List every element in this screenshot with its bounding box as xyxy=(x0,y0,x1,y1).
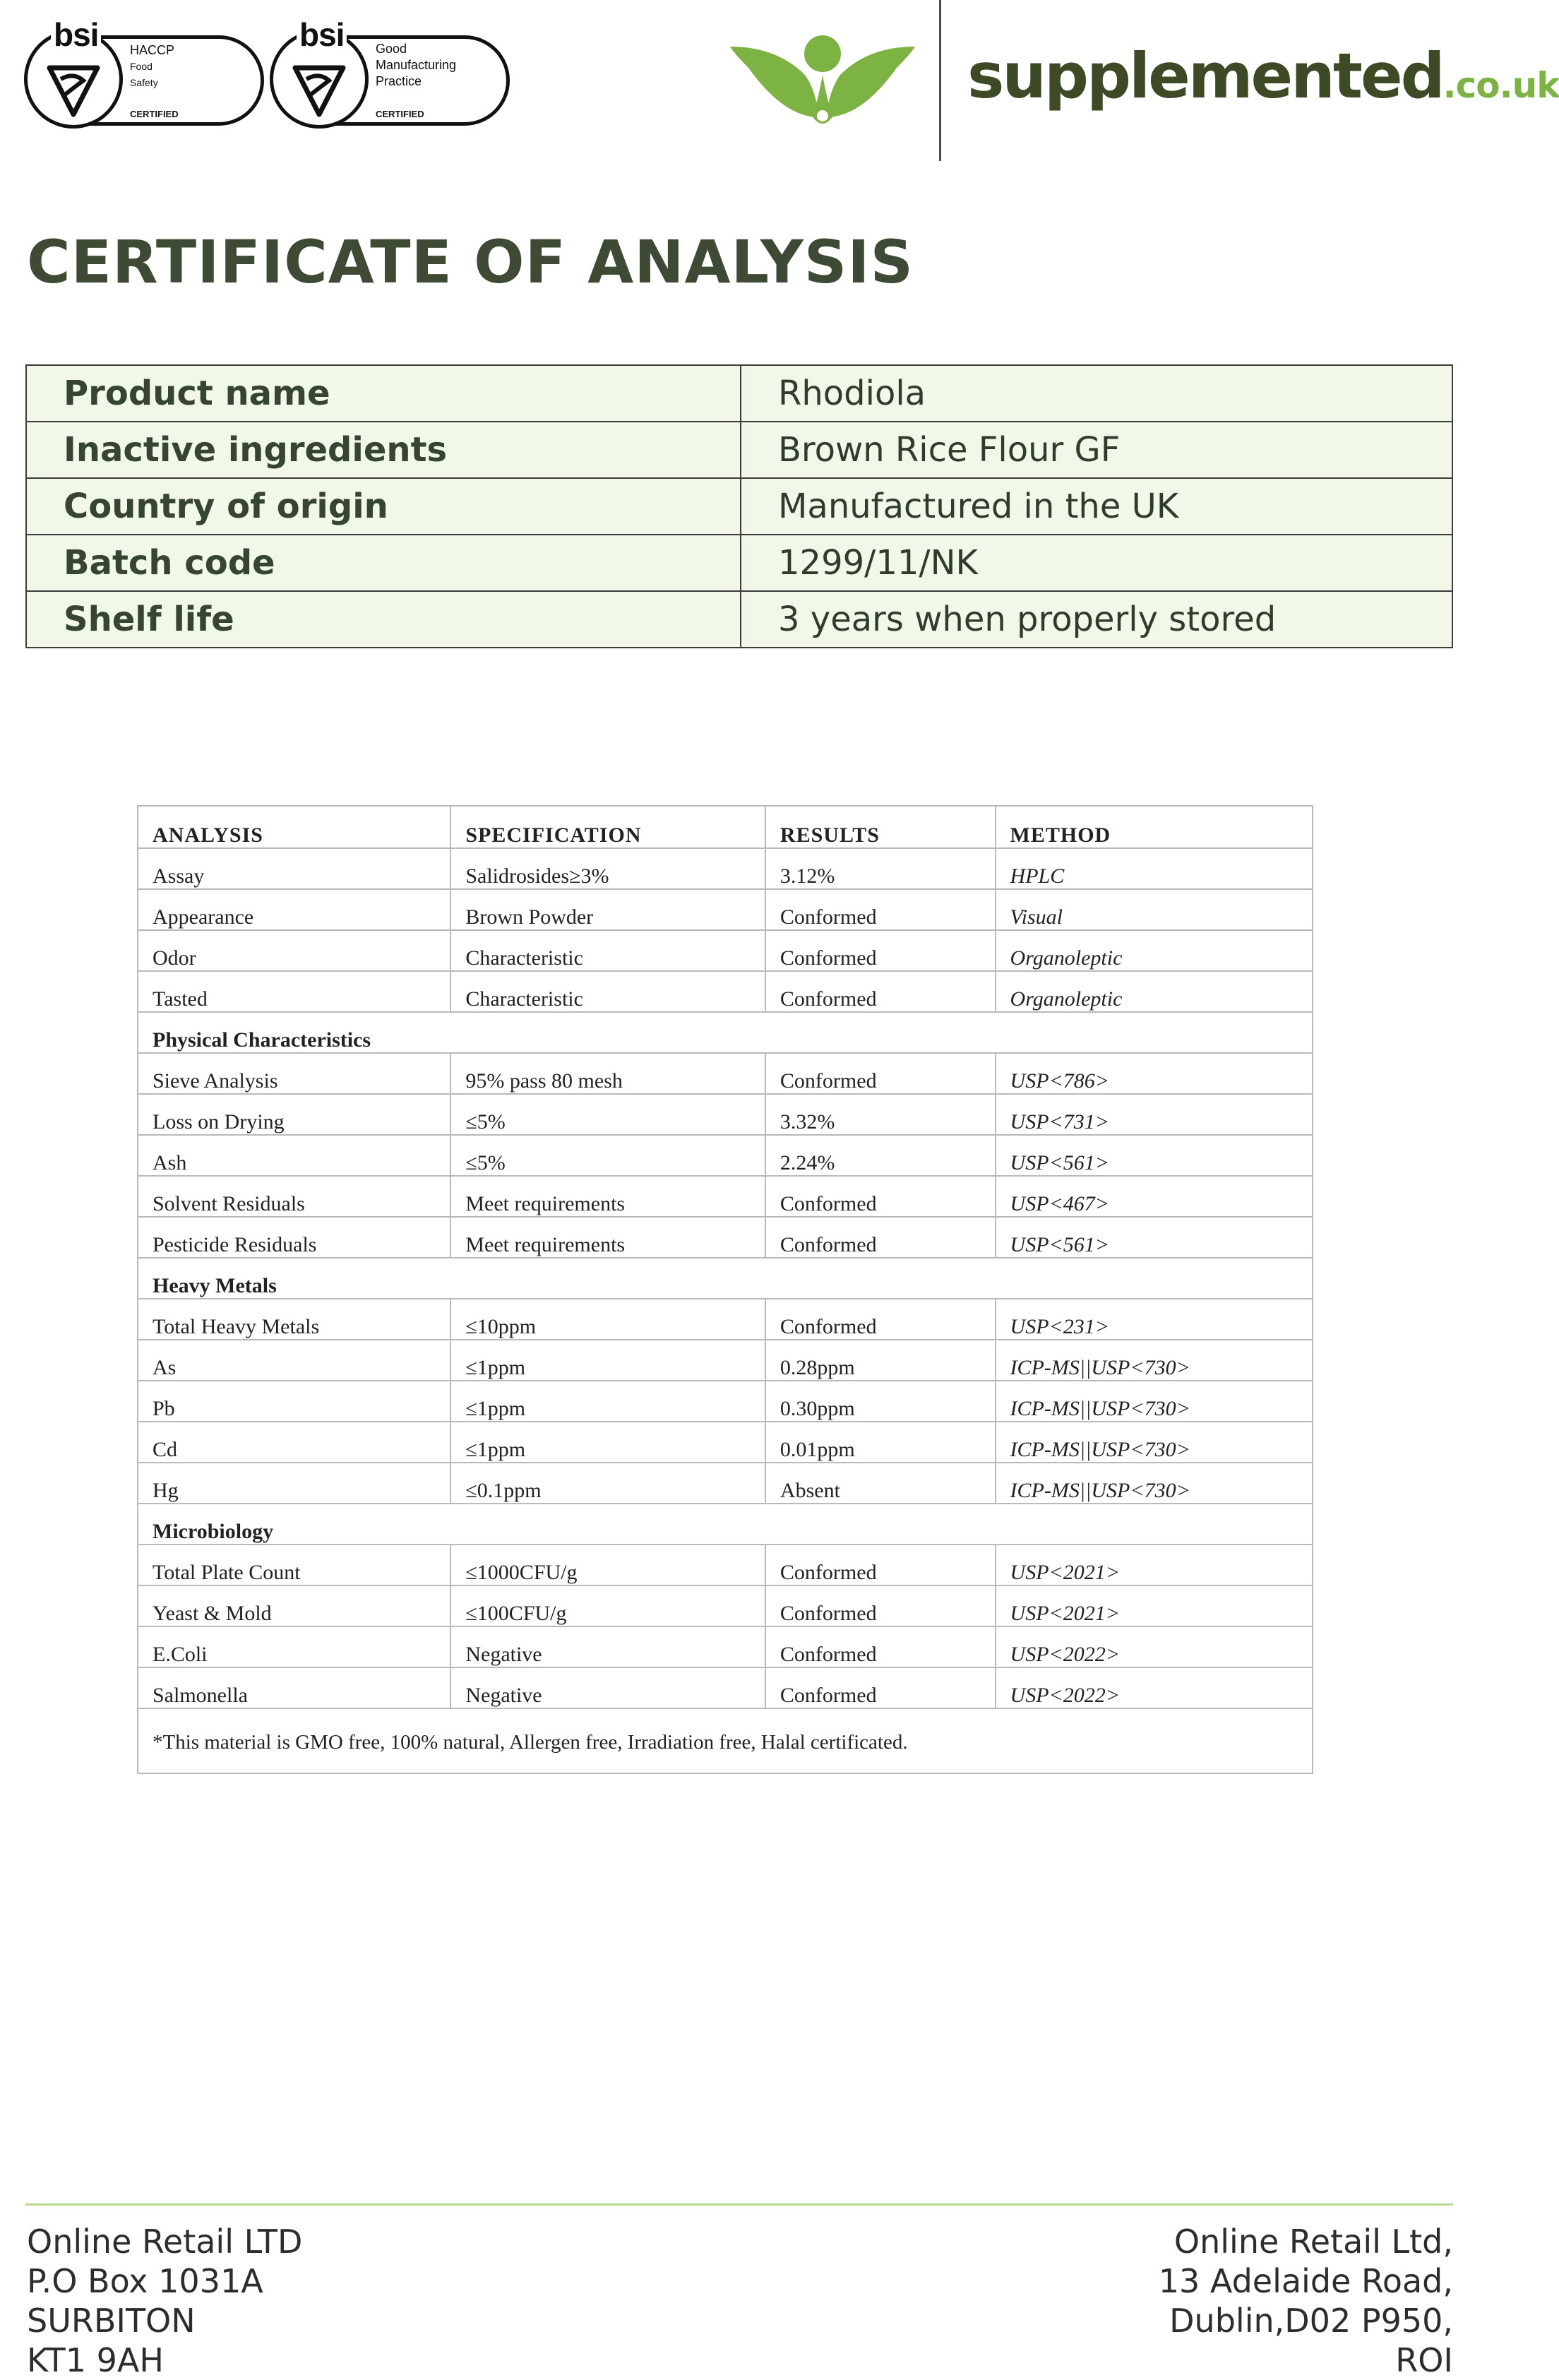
table-row xyxy=(26,535,1452,591)
specification-cell: Characteristic xyxy=(450,971,765,1012)
analysis-cell: Tasted xyxy=(138,971,450,1012)
specification-cell: 95% pass 80 mesh xyxy=(450,1053,765,1094)
analysis-cell: Salmonella xyxy=(138,1667,450,1708)
column-header: ANALYSIS xyxy=(138,806,450,848)
analysis-cell: Cd xyxy=(138,1422,450,1463)
result-cell: Conformed xyxy=(765,930,996,971)
table-row xyxy=(138,1626,1313,1667)
method-cell: ICP-MS||USP<730> xyxy=(996,1340,1313,1381)
specification-cell: Salidrosides≥3% xyxy=(450,848,765,889)
product-value: Manufactured in the UK xyxy=(741,478,1452,535)
specification-cell: ≤5% xyxy=(450,1135,765,1176)
analysis-cell: E.Coli xyxy=(138,1626,450,1667)
section-row xyxy=(138,1504,1313,1545)
specification-cell: Characteristic xyxy=(450,930,765,971)
analysis-cell: Assay xyxy=(138,848,450,889)
badge-text: Good Manufacturing Practice xyxy=(376,42,457,88)
table-row xyxy=(138,1094,1313,1135)
section-label: Physical Characteristics xyxy=(138,1012,1313,1053)
table-row xyxy=(26,478,1452,535)
result-cell: Conformed xyxy=(765,1299,996,1340)
result-cell: Conformed xyxy=(765,1585,996,1626)
bsi-logo: bsi xyxy=(51,16,101,54)
method-cell: ICP-MS||USP<730> xyxy=(996,1381,1313,1422)
result-cell: 0.30ppm xyxy=(765,1381,996,1422)
kitemark-icon xyxy=(289,58,349,117)
specification-cell: ≤0.1ppm xyxy=(450,1463,765,1504)
footer-rule xyxy=(25,2203,1453,2206)
result-cell: Conformed xyxy=(765,1626,996,1667)
page-title: CERTIFICATE OF ANALYSIS xyxy=(27,227,914,297)
method-cell: USP<2022> xyxy=(996,1667,1313,1708)
brand-logo-text: supplemented.co.uk xyxy=(967,40,1559,112)
analysis-cell: Pesticide Residuals xyxy=(138,1217,450,1258)
analysis-cell: Total Plate Count xyxy=(138,1545,450,1585)
specification-cell: ≤1ppm xyxy=(450,1381,765,1422)
product-info-table xyxy=(25,364,1453,648)
method-cell: Organoleptic xyxy=(996,971,1313,1012)
badge-status: CERTIFIED xyxy=(376,109,424,119)
analysis-cell: Solvent Residuals xyxy=(138,1176,450,1217)
section-row xyxy=(138,1258,1313,1299)
table-row xyxy=(138,1667,1313,1708)
result-cell: 0.01ppm xyxy=(765,1422,996,1463)
ireland-address: Online Retail Ltd, 13 Adelaide Road, Dublin,D02 P950, ROI xyxy=(1158,2223,1453,2379)
specification-cell: ≤10ppm xyxy=(450,1299,765,1340)
leaf-sprout-icon xyxy=(727,25,918,131)
product-label: Product name xyxy=(26,365,741,422)
table-row xyxy=(26,422,1452,478)
table-row xyxy=(138,1217,1313,1258)
method-cell: USP<2021> xyxy=(996,1545,1313,1585)
specification-cell: Negative xyxy=(450,1667,765,1708)
specification-cell: Brown Powder xyxy=(450,889,765,930)
analysis-cell: Odor xyxy=(138,930,450,971)
specification-cell: ≤1000CFU/g xyxy=(450,1545,765,1585)
product-label: Country of origin xyxy=(26,478,741,535)
column-header: SPECIFICATION xyxy=(450,806,765,848)
result-cell: Absent xyxy=(765,1463,996,1504)
method-cell: USP<561> xyxy=(996,1135,1313,1176)
result-cell: Conformed xyxy=(765,1176,996,1217)
specification-cell: ≤1ppm xyxy=(450,1340,765,1381)
header-divider xyxy=(939,0,941,161)
column-header: METHOD xyxy=(996,806,1313,848)
result-cell: 3.32% xyxy=(765,1094,996,1135)
specification-cell: ≤100CFU/g xyxy=(450,1585,765,1626)
table-row xyxy=(26,365,1452,422)
product-value: 3 years when properly stored xyxy=(741,591,1452,648)
method-cell: USP<2022> xyxy=(996,1626,1313,1667)
analysis-cell: Loss on Drying xyxy=(138,1094,450,1135)
method-cell: USP<731> xyxy=(996,1094,1313,1135)
table-row xyxy=(138,848,1313,889)
specification-cell: Negative xyxy=(450,1626,765,1667)
section-label: Microbiology xyxy=(138,1504,1313,1545)
method-cell: HPLC xyxy=(996,848,1313,889)
method-cell: Organoleptic xyxy=(996,930,1313,971)
note-row xyxy=(138,1708,1313,1773)
method-cell: USP<2021> xyxy=(996,1585,1313,1626)
certification-note: *This material is GMO free, 100% natural, Allergen free, Irradiation free, Halal certificated. xyxy=(138,1708,1313,1773)
table-row xyxy=(138,1545,1313,1585)
result-cell: Conformed xyxy=(765,1217,996,1258)
product-value: Brown Rice Flour GF xyxy=(741,422,1452,478)
table-row xyxy=(138,1463,1313,1504)
table-row xyxy=(138,1422,1313,1463)
result-cell: Conformed xyxy=(765,1545,996,1585)
uk-address: Online Retail LTD P.O Box 1031A SURBITON KT1 9AH xyxy=(27,2223,303,2379)
badge-text: HACCP Food Safety xyxy=(130,43,175,88)
table-row xyxy=(26,591,1452,648)
specification-cell: Meet requirements xyxy=(450,1217,765,1258)
table-row xyxy=(138,1381,1313,1422)
table-row xyxy=(138,1176,1313,1217)
section-label: Heavy Metals xyxy=(138,1258,1313,1299)
analysis-cell: Appearance xyxy=(138,889,450,930)
section-row xyxy=(138,1012,1313,1053)
specification-cell: ≤1ppm xyxy=(450,1422,765,1463)
product-label: Batch code xyxy=(26,535,741,591)
method-cell: ICP-MS||USP<730> xyxy=(996,1463,1313,1504)
method-cell: USP<561> xyxy=(996,1217,1313,1258)
product-value: Rhodiola xyxy=(741,365,1452,422)
analysis-cell: As xyxy=(138,1340,450,1381)
analysis-cell: Pb xyxy=(138,1381,450,1422)
table-row xyxy=(138,1585,1313,1626)
specification-cell: ≤5% xyxy=(450,1094,765,1135)
analysis-cell: Yeast & Mold xyxy=(138,1585,450,1626)
method-cell: USP<786> xyxy=(996,1053,1313,1094)
bsi-logo: bsi xyxy=(297,16,347,54)
analysis-cell: Total Heavy Metals xyxy=(138,1299,450,1340)
specification-cell: Meet requirements xyxy=(450,1176,765,1217)
method-cell: USP<467> xyxy=(996,1176,1313,1217)
table-row xyxy=(138,1299,1313,1340)
analysis-cell: Sieve Analysis xyxy=(138,1053,450,1094)
method-cell: ICP-MS||USP<730> xyxy=(996,1422,1313,1463)
result-cell: Conformed xyxy=(765,889,996,930)
method-cell: Visual xyxy=(996,889,1313,930)
table-row xyxy=(138,930,1313,971)
kitemark-icon xyxy=(44,58,103,117)
result-cell: Conformed xyxy=(765,971,996,1012)
header-row xyxy=(138,806,1313,848)
result-cell: 2.24% xyxy=(765,1135,996,1176)
column-header: RESULTS xyxy=(765,806,996,848)
product-value: 1299/11/NK xyxy=(741,535,1452,591)
result-cell: Conformed xyxy=(765,1667,996,1708)
result-cell: 3.12% xyxy=(765,848,996,889)
table-row xyxy=(138,1053,1313,1094)
analysis-cell: Ash xyxy=(138,1135,450,1176)
analysis-cell: Hg xyxy=(138,1463,450,1504)
result-cell: 0.28ppm xyxy=(765,1340,996,1381)
table-row xyxy=(138,889,1313,930)
method-cell: USP<231> xyxy=(996,1299,1313,1340)
result-cell: Conformed xyxy=(765,1053,996,1094)
table-row xyxy=(138,1340,1313,1381)
table-row xyxy=(138,971,1313,1012)
product-label: Shelf life xyxy=(26,591,741,648)
table-row xyxy=(138,1135,1313,1176)
product-label: Inactive ingredients xyxy=(26,422,741,478)
analysis-table xyxy=(137,805,1313,1774)
badge-status: CERTIFIED xyxy=(130,109,179,119)
